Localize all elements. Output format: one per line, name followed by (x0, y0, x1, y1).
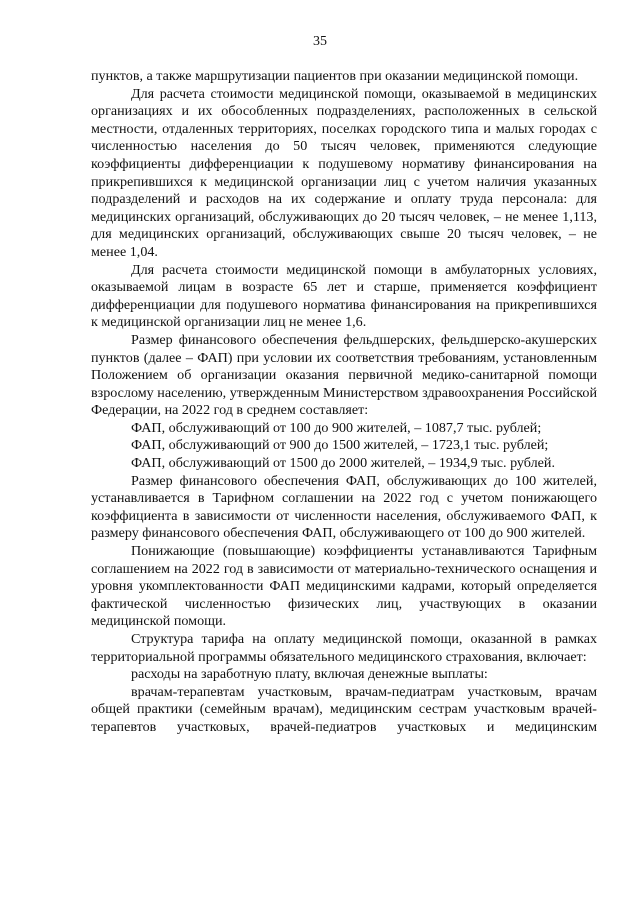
paragraph: пунктов, а также маршрутизации пациентов при оказании медицинской помощи. (91, 68, 579, 84)
paragraph: Размер финансового обеспечения фельдшерских, фельдшерско-акушерских пунктов (далее – ФАП) при условии их соответствия требованиям, установленным Положением об организации оказания первичной медико-санитарной помощи взрослому населению, утвержденным Министерством здравоохранения Российской Федерации, на 2022 год в среднем составляет: (91, 331, 597, 419)
document-body (91, 68, 597, 737)
page-number: 35 (313, 34, 327, 49)
paragraph: расходы на заработную плату, включая денежные выплаты: (131, 666, 488, 683)
paragraph: врачам-терапевтам участковым, врачам-педиатрам участковым, врачам общей практики (семейным врачам), медицинским сестрам участковым врачей-терапевтов участковых, врачей-педиатров участковых и медицинским (91, 683, 597, 735)
list-item: ФАП, обслуживающий от 900 до 1500 жителей, – 1723,1 тыс. рублей; (131, 437, 549, 454)
paragraph: Для расчета стоимости медицинской помощи в амбулаторных условиях, оказываемой лицам в возрасте 65 лет и старше, применяется коэффициент дифференциации для подушевого норматива финансирования на прикрепившихся к медицинской организации лиц не менее 1,6. (91, 261, 597, 331)
paragraph: Понижающие (повышающие) коэффициенты устанавливаются Тарифным соглашением на 2022 год в зависимости от материально-технического оснащения и уровня укомплектованности ФАП медицинскими кадрами, который определяется фактической численностью физических лиц, участвующих в оказании медицинской помощи. (91, 543, 597, 630)
list-item: ФАП, обслуживающий от 1500 до 2000 жителей, – 1934,9 тыс. рублей. (131, 455, 555, 472)
paragraph: Структура тарифа на оплату медицинской помощи, оказанной в рамках территориальной программы обязательного медицинского страхования, включает: (91, 631, 597, 665)
paragraph: Размер финансового обеспечения ФАП, обслуживающих до 100 жителей, устанавливается в Тарифном соглашении на 2022 год с учетом понижающего коэффициента в зависимости от численности населения, обслуживаемого ФАП, к размеру финансового обеспечения ФАП, обслуживающего от 100 до 900 жителей. (91, 472, 597, 542)
paragraph: Для расчета стоимости медицинской помощи, оказываемой в медицинских организациях и их обособленных подразделениях, расположенных в сельской местности, отдаленных территориях, поселках городского типа и малых городах с численностью населения до 50 тысяч человек, применяются следующие коэффициенты дифференциации к подушевому нормативу финансирования на прикрепившихся к медицинской организации лиц с учетом наличия указанных подразделений и расходов на их содержание и оплату труда персонала: для медицинских организаций, обслуживающих до 20 тысяч человек, – не менее 1,113, для медицинских организаций, обслуживающих свыше 20 тысяч человек, – не менее 1,04. (91, 85, 597, 260)
list-item: ФАП, обслуживающий от 100 до 900 жителей, – 1087,7 тыс. рублей; (131, 419, 542, 436)
